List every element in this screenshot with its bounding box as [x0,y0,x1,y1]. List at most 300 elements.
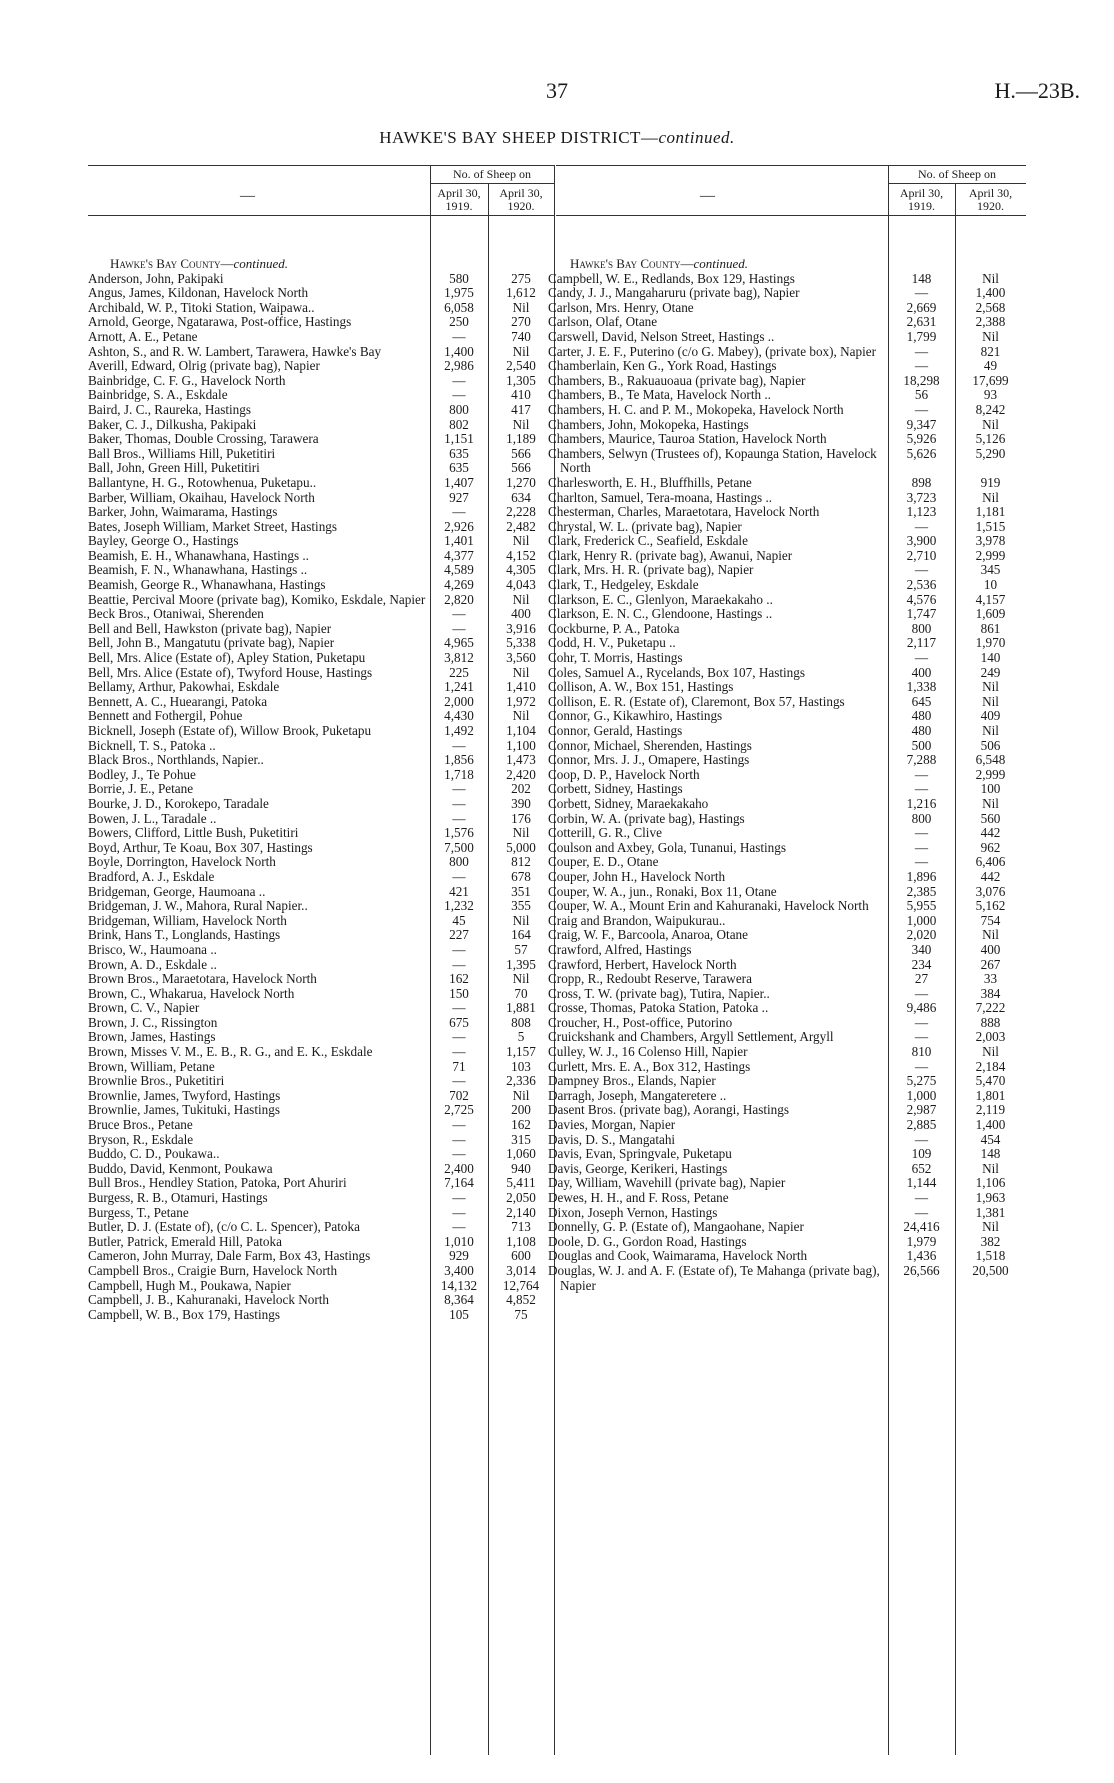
sheep-count-1920: 93 [983,387,998,403]
sheep-count-1919: — [914,985,929,1001]
owner-name-text: Connor, G., Kikawhiro, Hastings [548,708,723,724]
sheep-count-1919: — [452,1044,466,1060]
owner-name-text: Clarkson, E. N. C., Glendoone, Hastings .. [548,606,773,622]
table-row [88,359,591,374]
table-row [88,826,591,841]
sheep-count-1920: 3,978 [975,533,1006,549]
owner-name [88,1264,430,1279]
sheep-count-1920: 1,395 [506,956,536,972]
owner-name [548,432,888,447]
table-row [548,1016,1026,1031]
header-group-label: No. of Sheep on [453,167,531,181]
sheep-count-1920: 754 [980,912,1001,928]
sheep-count-1920: 2,003 [975,1029,1006,1045]
table-row [548,1001,1026,1016]
sheep-count-1919: 1,975 [444,285,474,301]
sheep-count-1919: 3,812 [444,650,474,666]
table-row [548,709,1026,724]
owner-name [548,972,888,987]
table-row [88,1133,591,1148]
sheep-count-1920: 1,410 [506,679,536,695]
table-row [548,943,1026,958]
sheep-count-1919: 1,856 [444,752,474,768]
owner-name-text: Ball, John, Green Hill, Puketitiri [88,460,260,476]
owner-name [88,359,430,374]
owner-name-text: Bainbridge, C. F. G., Havelock North [88,372,286,388]
sheep-count-1920: Nil [512,416,530,432]
owner-name-text: Bridgeman, William, Havelock North [88,912,287,928]
table-row [548,1249,1026,1264]
sheep-count-1919: 580 [449,270,469,286]
owner-name [88,885,430,900]
table-row [88,520,591,535]
table-row [88,403,591,418]
owner-name [88,315,430,330]
table-row [88,1016,591,1031]
sheep-count-1919: 5,955 [906,898,937,914]
sheep-count-1920: Nil [512,1087,530,1103]
sheep-count-1919: 635 [449,460,469,476]
header-dash: — [240,188,255,204]
owner-name-text: Cross, T. W. (private bag), Tutira, Napier.. [548,985,770,1001]
owner-name [548,1030,888,1045]
owner-name-text: Brown, C. V., Napier [88,1000,200,1016]
sheep-count-1919: 150 [449,985,469,1001]
owner-name-text: Anderson, John, Pakipaki [88,270,224,286]
sheep-count-1919: 1,010 [444,1233,474,1249]
owner-name [88,1293,430,1308]
table-row [548,563,1026,578]
table-row [88,345,591,360]
owner-name-text: Chambers, Selwyn (Trustees of), Kopaunga Station, Havelock North [548,445,877,476]
table-row [548,739,1026,754]
table-row [88,1293,591,1308]
sheep-count-1920: 8,242 [975,401,1006,417]
owner-name [88,1249,430,1264]
owner-name [548,680,888,695]
owner-name-text: Collison, A. W., Box 151, Hastings [548,679,734,695]
owner-name-text: Coop, D. P., Havelock North [548,766,700,782]
owner-name [548,286,888,301]
sheep-count-1920: 940 [511,1160,531,1176]
sheep-count-1920: 4,157 [975,591,1006,607]
sheep-count-1919: — [452,1131,466,1147]
owner-name [548,753,888,768]
owner-name [548,388,888,403]
owner-name [88,797,430,812]
sheep-count-1920: Nil [512,825,530,841]
sheep-count-1919: — [914,781,929,797]
sheep-count-1920: 2,999 [975,766,1006,782]
owner-name-text: Bicknell, Joseph (Estate of), Willow Brook, Puketapu [88,723,372,738]
owner-name-text: Charlton, Samuel, Tera-moana, Hastings .. [548,489,773,505]
sheep-count-1919: 3,723 [906,489,937,505]
table-row [548,1235,1026,1250]
owner-name-text: Corbett, Sidney, Maraekakaho [548,795,709,811]
sheep-count-1920: 2,388 [975,314,1006,330]
owner-name [88,563,430,578]
owner-name-text: Brown, William, Petane [88,1058,215,1074]
owner-name [88,651,430,666]
sheep-count-1919: 4,576 [906,591,937,607]
owner-name [88,826,430,841]
owner-name [548,563,888,578]
owner-name [548,1060,888,1075]
owner-name-text: Campbell, J. B., Kahuranaki, Havelock North [88,1292,329,1308]
owner-name [88,812,430,827]
table-row [548,345,1026,360]
sheep-count-1920: 400 [980,941,1001,957]
section-heading [88,257,591,272]
sheep-count-1919: 1,747 [906,606,937,622]
sheep-count-1920: Nil [982,927,999,943]
owner-name-text: Crosse, Thomas, Patoka Station, Patoka .. [548,1000,769,1016]
owner-name-text: Bull Bros., Hendley Station, Patoka, Port Ahuriri [88,1175,347,1191]
sheep-count-1920: 200 [511,1102,531,1118]
table-row [548,359,1026,374]
owner-name-text: Couper, John H., Havelock North [548,868,726,884]
sheep-count-1919: 1,896 [906,868,937,884]
table-row [88,461,591,476]
sheep-count-1920: 6,406 [975,854,1006,870]
sheep-count-1920: 270 [511,314,531,330]
sheep-count-1920: 2,119 [975,1102,1006,1118]
sheep-count-1920: 3,076 [975,883,1006,899]
owner-name [88,1074,430,1089]
owner-name-text: Croucher, H., Post-office, Putorino [548,1014,733,1030]
sheep-count-1920: 808 [511,1014,531,1030]
table-row [88,885,591,900]
sheep-count-1919: 1,232 [444,898,474,914]
header-group-rule [430,183,554,184]
sheep-count-1919: 250 [449,314,469,330]
table-row [88,1191,591,1206]
sheep-count-1919: 5,626 [906,445,937,461]
sheep-count-1920: 5 [517,1029,525,1045]
table-row [88,782,591,797]
sheep-count-1919: 2,986 [444,358,474,374]
sheep-count-1919: 1,144 [906,1175,937,1191]
owner-name [88,972,430,987]
sheep-count-1920: 919 [980,474,1001,490]
table-row [548,928,1026,943]
sheep-count-1920: 275 [511,270,531,286]
sheep-count-1919: 1,000 [906,1087,937,1103]
owner-name-text: Doole, D. G., Gordon Road, Hastings [548,1233,747,1249]
table-row [88,447,591,462]
sheep-count-1919: — [914,1131,929,1147]
owner-name [88,505,430,520]
table-row [88,1001,591,1016]
owner-name [548,315,888,330]
owner-name-text: Couper, E. D., Otane [548,854,659,870]
table-row [88,972,591,987]
owner-name [548,943,888,958]
owner-name-text: Bradford, A. J., Eskdale [88,868,215,884]
table-row [88,1308,591,1323]
table-row [548,330,1026,345]
owner-name-text: Butler, Patrick, Emerald Hill, Patoka [88,1233,282,1249]
sheep-count-1919: — [452,1190,466,1205]
owner-name [88,855,430,870]
header-dash: — [700,188,715,204]
sheep-count-1920: 3,560 [506,650,536,666]
table-row [88,286,591,301]
owner-name-text: Bennett and Fothergil, Pohue [88,708,243,724]
owner-name [88,753,430,768]
table-row [548,520,1026,535]
sheep-count-1920: Nil [982,1219,999,1235]
sheep-count-1919: 810 [911,1044,932,1060]
owner-name-text: Brown, C., Whakarua, Havelock North [88,985,295,1001]
owner-name-text: Arnott, A. E., Petane [88,328,198,344]
table-row [88,534,591,549]
owner-name-text: Connor, Gerald, Hastings [548,723,683,738]
owner-name-text: Hawke's Bay County— [570,256,694,271]
owner-name [548,272,888,287]
table-row [548,476,1026,491]
owner-name [88,418,430,433]
owner-name-text: Bainbridge, S. A., Eskdale [88,387,228,403]
owner-name-text: Buddo, C. D., Poukawa.. [88,1146,220,1162]
owner-name-text: Burgess, T., Petane [88,1204,189,1220]
owner-name [548,782,888,797]
owner-name [548,330,888,345]
sheep-count-1919: 645 [911,693,932,709]
owner-name-text: Chrystal, W. L. (private bag), Napier [548,518,742,534]
owner-name-text: Campbell, W. B., Box 179, Hastings [88,1306,280,1322]
owner-name-text: Carlson, Olaf, Otane [548,314,658,330]
owner-name [88,330,430,345]
sheep-count-1920: 454 [980,1131,1001,1147]
owner-name-text: Beck Bros., Otaniwai, Sherenden [88,606,264,622]
table-row [548,695,1026,710]
owner-name-text: Beamish, F. N., Whanawhana, Hastings .. [88,562,308,578]
owner-name [88,1030,430,1045]
sheep-count-1919: 4,430 [444,708,474,724]
table-row [88,870,591,885]
sheep-count-1919: — [452,504,466,520]
owner-name [548,476,888,491]
owner-name [548,607,888,622]
sheep-count-1920: 4,305 [506,562,536,578]
sheep-count-1920: Nil [512,343,530,359]
owner-name [88,870,430,885]
sheep-count-1919: — [914,766,929,782]
sheep-count-1919: — [452,1204,466,1220]
owner-name-text: Darragh, Joseph, Mangateretere .. [548,1087,727,1103]
table-row [88,593,591,608]
sheep-count-1919: 5,275 [906,1073,937,1089]
owner-name [88,257,430,272]
owner-name [88,1176,430,1191]
table-row [548,841,1026,856]
table-row [548,607,1026,622]
owner-name [548,651,888,666]
sheep-count-1920: 400 [511,606,531,622]
header-bottom-rule [88,215,554,216]
sheep-count-1919: 2,987 [906,1102,937,1118]
owner-name-text: Clarkson, E. C., Glenlyon, Maraekakaho .. [548,591,773,607]
owner-name-text: Cruickshank and Chambers, Argyll Settlement, Argyll [548,1029,834,1045]
owner-name-text: Charlesworth, E. H., Bluffhills, Petane [548,474,752,490]
table-row [88,432,591,447]
owner-name-text: Brown, A. D., Eskdale .. [88,956,217,972]
owner-name-text: Bicknell, T. S., Patoka .. [88,737,216,753]
owner-name [548,505,888,520]
sheep-count-1919: 227 [449,927,469,943]
sheep-count-1919: 45 [452,912,466,928]
sheep-count-1920: 3,916 [506,620,536,636]
owner-name [548,885,888,900]
sheep-count-1919: 26,566 [903,1262,940,1278]
owner-name-text: Couper, W. A., Mount Erin and Kahuranaki, Havelock North [548,898,869,914]
sheep-count-1920: 1,189 [506,431,536,447]
sheep-count-1920: 417 [511,401,531,417]
table-row [88,1206,591,1221]
sheep-count-1920: 390 [511,795,531,811]
owner-name-text: Crawford, Alfred, Hastings [548,941,692,957]
sheep-count-1920: 634 [511,489,531,505]
table-row [548,622,1026,637]
owner-name-text: Connor, Mrs. J. J., Omapere, Hastings [548,752,750,768]
sheep-count-1920: 821 [980,343,1001,359]
sheep-count-1919: 2,710 [906,547,937,563]
table-row [88,505,591,520]
owner-name-text: Chambers, B., Te Mata, Havelock North .. [548,387,771,403]
owner-name-text: Cropp, R., Redoubt Reserve, Tarawera [548,971,752,987]
sheep-count-1920: 566 [511,460,531,476]
sheep-count-1920: 176 [511,810,531,826]
header-col-1919: April 30, 1919. [437,186,481,213]
owner-name-text: Collison, E. R. (Estate of), Claremont, Box 57, Hastings [548,693,845,709]
sheep-count-1920: 315 [511,1131,531,1147]
sheep-count-1920: 442 [980,868,1001,884]
owner-name [548,666,888,681]
sheep-count-1920: 351 [511,883,531,899]
sheep-count-1920: Nil [982,328,999,344]
sheep-count-1919: 109 [911,1146,932,1162]
owner-name [548,593,888,608]
sheep-count-1919: 400 [911,664,932,680]
sheep-count-1919: 2,820 [444,591,474,607]
owner-name-text: Corbin, W. A. (private bag), Hastings [548,810,745,826]
owner-name-text: Cameron, John Murray, Dale Farm, Box 43, Hastings [88,1248,371,1264]
table-row [88,1235,591,1250]
owner-name-text: Barker, John, Waimarama, Hastings [88,504,278,520]
sheep-count-1920: 2,540 [506,358,536,374]
sheep-count-1920: Nil [982,693,999,709]
sheep-count-1919: 7,288 [906,752,937,768]
owner-name [88,739,430,754]
table-row [548,447,1026,476]
sheep-count-1920: 2,336 [506,1073,536,1089]
owner-name-text: Brownlie, James, Tukituki, Hastings [88,1102,280,1118]
owner-name-text: Beamish, E. H., Whanawhana, Hastings .. [88,547,309,563]
sheep-count-1920: 384 [980,985,1001,1001]
sheep-count-1919: — [914,825,929,841]
sheep-count-1919: — [914,1190,929,1205]
table-row [548,1147,1026,1162]
table-row [88,753,591,768]
table-row [548,1176,1026,1191]
owner-name [88,622,430,637]
table-row [548,1264,1026,1293]
table-row [88,768,591,783]
sheep-count-1919: — [452,1000,466,1016]
sheep-count-1920: 1,106 [975,1175,1006,1191]
table-row [548,812,1026,827]
owner-name [88,1001,430,1016]
table-row [548,388,1026,403]
owner-name [548,1016,888,1031]
owner-name-text: Bennett, A. C., Huearangi, Patoka [88,693,268,709]
title-continued: continued. [658,128,735,147]
owner-name [548,1162,888,1177]
owner-name [88,1060,430,1075]
sheep-count-1919: — [452,1117,466,1133]
owner-name [548,695,888,710]
sheep-count-1920: 2,140 [506,1204,536,1220]
owner-name [88,1206,430,1221]
owner-name [88,607,430,622]
table-row [548,1089,1026,1104]
owner-name [88,345,430,360]
table-row [88,418,591,433]
table-row [548,855,1026,870]
sheep-count-1920: 5,126 [975,431,1006,447]
sheep-count-1920: 10 [983,577,998,593]
sheep-count-1920: 410 [511,387,531,403]
sheep-count-1920: 162 [511,1117,531,1133]
table-row [88,272,591,287]
sheep-count-1919: 27 [914,971,929,987]
owner-name-text: Bryson, R., Eskdale [88,1131,194,1147]
owner-name-text: Carter, J. E. F., Puterino (c/o G. Mabey), (private box), Napier [548,343,877,359]
owner-name [88,301,430,316]
owner-name-text: Brisco, W., Haumoana .. [88,941,217,957]
owner-name [548,520,888,535]
owner-name-text: Candy, J. J., Mangaharuru (private bag), Napier [548,285,800,301]
sheep-count-1919: 1,000 [906,912,937,928]
sheep-count-1919: 480 [911,723,932,738]
sheep-count-1920: 600 [511,1248,531,1264]
owner-name-text: Chambers, H. C. and P. M., Mokopeka, Havelock North [548,401,844,417]
owner-name-text: Chamberlain, Ken G., York Road, Hastings [548,358,777,374]
sheep-count-1920: 409 [980,708,1001,724]
table-row [88,1103,591,1118]
owner-name [548,1103,888,1118]
sheep-count-1919: 802 [449,416,469,432]
owner-name-text: Beamish, George R., Whanawhana, Hastings [88,577,326,593]
sheep-count-1920: Nil [982,1044,999,1060]
owner-name-text: Brownlie Bros., Puketitiri [88,1073,225,1089]
sheep-count-1919: 1,576 [444,825,474,841]
sheep-count-1920: 1,881 [506,1000,536,1016]
sheep-count-1920: 140 [980,650,1001,666]
sheep-count-1919: 1,400 [444,343,474,359]
owner-name-text: Bodley, J., Te Pohue [88,766,196,782]
sheep-count-1920: 148 [980,1146,1001,1162]
sheep-count-1920: 2,050 [506,1190,536,1205]
sheep-count-1920: 202 [511,781,531,797]
sheep-count-1919: 1,979 [906,1233,937,1249]
sheep-count-1920: 1,970 [975,635,1006,651]
owner-name-text: Black Bros., Northlands, Napier.. [88,752,264,768]
sheep-count-1919: 1,338 [906,679,937,695]
owner-name [548,928,888,943]
table-row [548,534,1026,549]
